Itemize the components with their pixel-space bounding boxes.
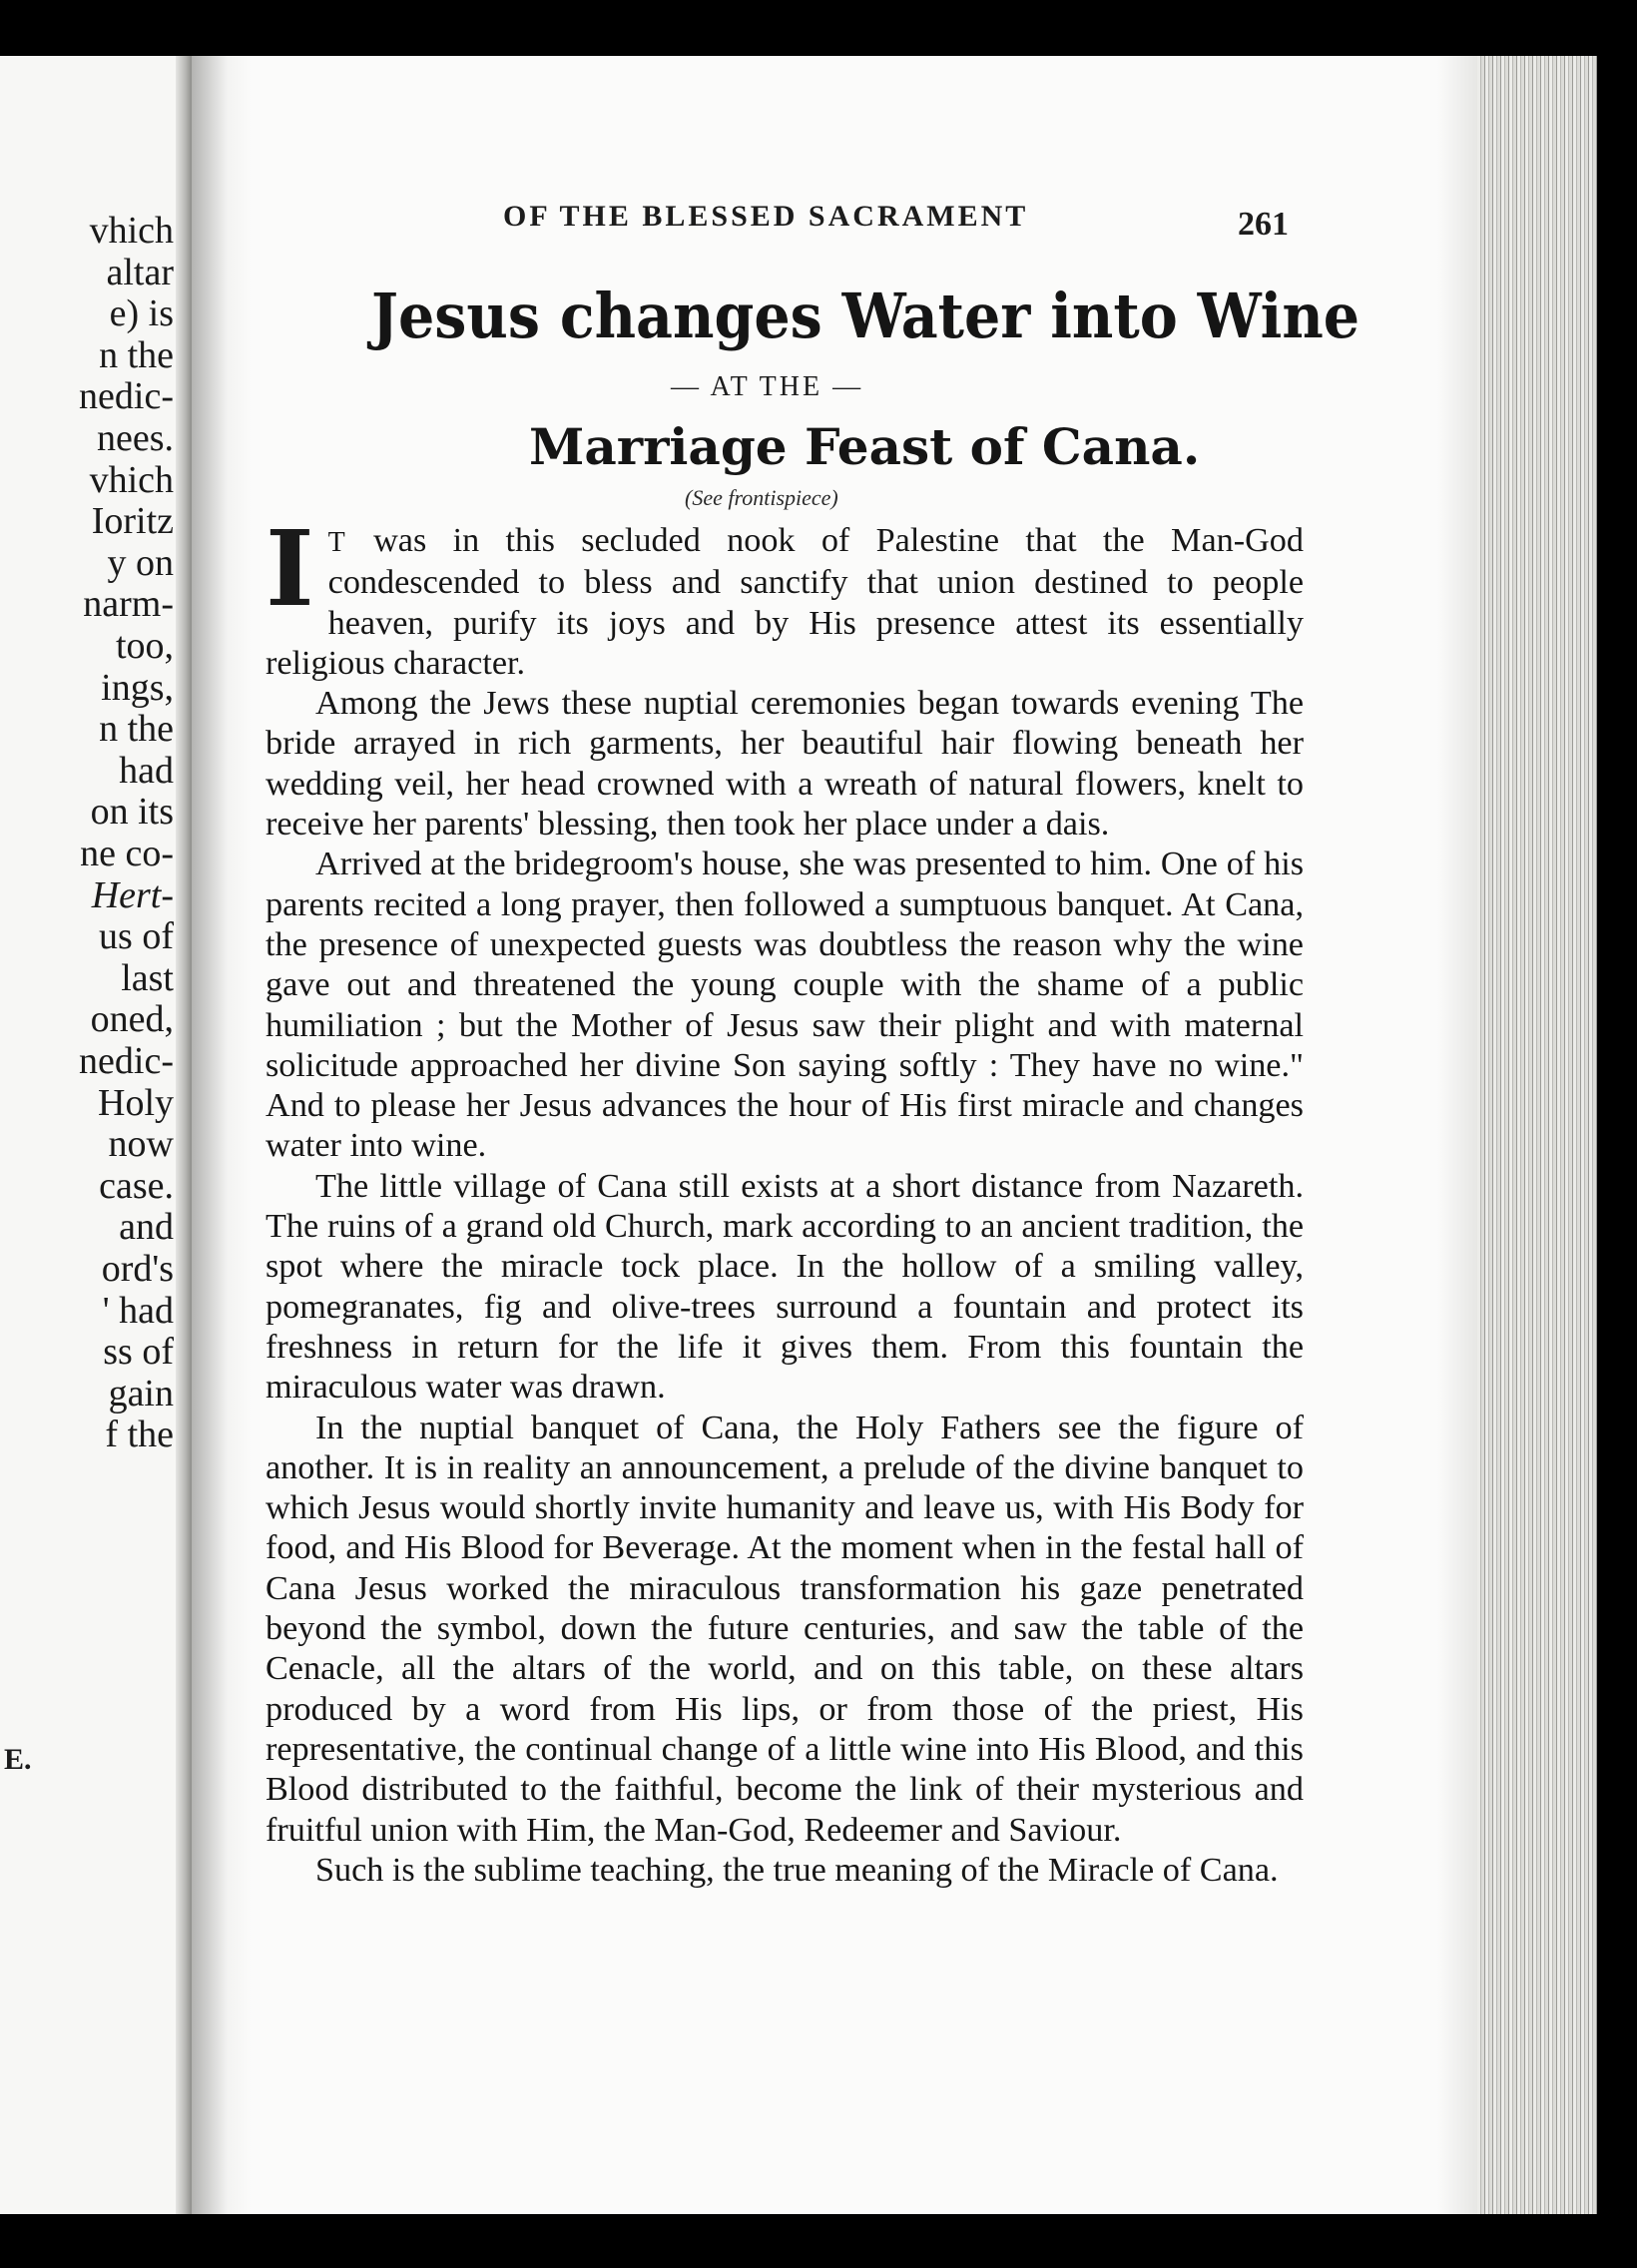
left-page-line: altar <box>106 251 174 293</box>
left-page-line: gain <box>108 1372 174 1415</box>
spine-shadow <box>192 56 252 2214</box>
running-head: OF THE BLESSED SACRAMENT <box>503 200 1029 233</box>
left-page-line: ss of <box>103 1331 174 1374</box>
left-page-line: had <box>119 749 174 792</box>
chapter-subtitle: Marriage Feast of Cana. <box>529 417 1201 476</box>
paragraph-1-text: was in this secluded nook of Palestine that the Man-God condescended to bless and sanctify that union destined to people heaven, purify its joys and by His presence attest its essentially religious character. <box>266 522 1304 682</box>
left-page-line: ings, <box>101 666 174 709</box>
left-page-line: y on <box>107 541 174 584</box>
left-page-line: too, <box>115 625 174 667</box>
left-page-line: n the <box>99 708 174 751</box>
left-page-line: and <box>119 1206 174 1249</box>
paragraph-3: Arrived at the bridegroom's house, she was presented to him. One of his parents recited a long prayer, then followed a sumptuous banquet. At Cana, the presence of unexpected guests was doubtless the reason why the wine gave out and threatened the young couple with the shame of a public humiliation ; but the Mother of Jesus saw their plight and with maternal solicitude approached her divine Son saying softly : They have no wine." And to please her Jesus advances the hour of His first miracle and changes water into wine. <box>266 846 1304 1165</box>
left-page-line: nedic- <box>79 375 174 418</box>
left-page-line: f the <box>105 1414 174 1456</box>
page-number: 261 <box>1238 206 1289 243</box>
left-page-line: on its <box>90 791 174 834</box>
left-page-line: e) is <box>109 292 174 335</box>
drop-cap: I <box>266 507 314 630</box>
left-page-line: oned, <box>90 998 174 1041</box>
first-word-rest: T <box>327 527 347 558</box>
left-page-line: Holy <box>98 1081 174 1124</box>
left-page-line: vhich <box>89 210 174 252</box>
left-page <box>0 56 192 2214</box>
left-page-line: Ioritz <box>91 500 174 543</box>
left-page-line: last <box>121 956 174 999</box>
left-page-line: ' had <box>102 1289 174 1332</box>
left-page-line: nedic- <box>79 1040 174 1082</box>
left-page-line: now <box>108 1123 174 1166</box>
paragraph-2: Among the Jews these nuptial ceremonies began towards evening The bride arrayed in rich garments, her beautiful hair flowing beneath her wedding veil, her head crowned with a wreath of natural flowers, knelt to receive her parents' blessing, then took her place under a dais. <box>266 685 1304 844</box>
left-page-line: ord's <box>101 1248 174 1290</box>
left-page-line: n the <box>99 333 174 376</box>
left-page-line: case. <box>99 1164 174 1207</box>
paragraph-4: The little village of Cana still exists at a short distance from Nazareth. The ruins of a grand old Church, mark according to an ancient tradition, the spot where the miracle tock place. In the hollow of a smiling valley, pomegranates, fig and olive-trees surround a fountain and protect its freshness in return for the life it gives them. From this fountain the miraculous water was drawn. <box>266 1167 1304 1407</box>
title-connector: — AT THE — <box>671 371 864 402</box>
left-page-gutter <box>176 56 192 2214</box>
left-page-line: vhich <box>89 458 174 501</box>
left-page-footer: E. <box>4 1743 32 1776</box>
frontispiece-note: (See frontispiece) <box>685 485 838 510</box>
page-edges <box>1477 56 1597 2214</box>
left-page-line: us of <box>99 915 174 958</box>
article-body <box>266 507 1304 1891</box>
paragraph-1 <box>266 507 1304 684</box>
left-page-line: Hert- <box>91 873 174 916</box>
paragraph-5: In the nuptial banquet of Cana, the Holy Fathers see the figure of another. It is in reality an announcement, a prelude of the divine banquet to which Jesus would shortly invite humanity and leave us, with His Body for food, and His Blood for Beverage. At the moment when in the festal hall of Cana Jesus worked the miraculous transformation his gaze penetrated beyond the symbol, down the future centuries, and saw the table of the Cenacle, all the altars of the world, and on this table, on these altars produced by a word from His lips, or from those of the priest, His representative, the continual change of a little wine into His Blood, and this Blood distributed to the faithful, become the link of their mysterious and fruitful union with Him, the Man-God, Redeemer and Saviour. <box>266 1409 1304 1849</box>
left-page-line: narm- <box>83 583 174 626</box>
chapter-title: Jesus changes Water into Wine <box>371 280 1361 352</box>
paragraph-6: Such is the sublime teaching, the true meaning of the Miracle of Cana. <box>315 1851 1279 1889</box>
left-page-line: nees. <box>96 417 174 459</box>
left-page-line: ne co- <box>80 833 174 874</box>
